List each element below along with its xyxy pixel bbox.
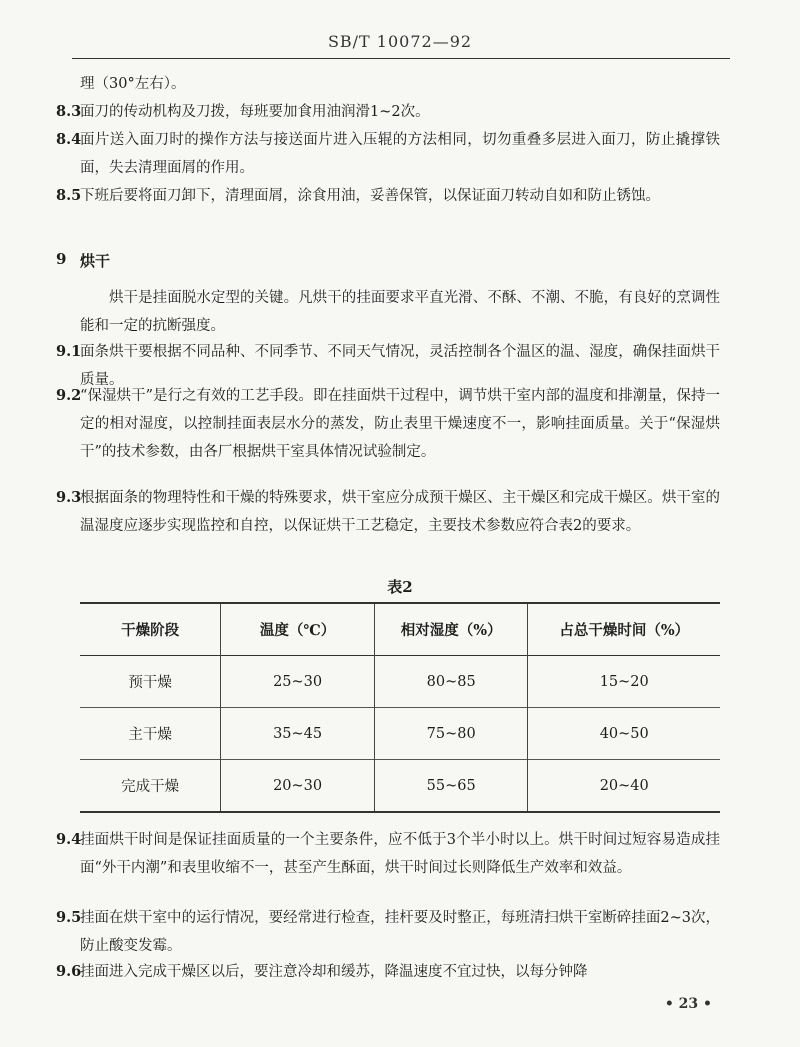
paragraph-text: 面条烘干要根据不同品种、不同季节、不同天气情况，灵活控制各个温区的温、湿度，确保挂面烘干质量。 bbox=[80, 344, 720, 388]
clause-number: 8.3 bbox=[56, 103, 82, 120]
table-header-row bbox=[80, 603, 720, 656]
paragraph-8-3 bbox=[56, 98, 720, 126]
column-header: 相对湿度（%） bbox=[374, 603, 528, 656]
paragraph-9-2 bbox=[56, 382, 720, 466]
paragraph-text: “保湿烘干”是行之有效的工艺手段。即在挂面烘干过程中，调节烘干室内部的温度和排潮量，保持一定的相对湿度，以控制挂面表层水分的蒸发，防止表里干燥速度不一，影响挂面质量。关于“保湿烘干”的技术参数，由各厂根据烘干室具体情况试验制定。 bbox=[80, 388, 720, 460]
table-cell: 主干燥 bbox=[128, 727, 172, 743]
table-cell: 40~50 bbox=[528, 708, 720, 760]
paragraph-9-4 bbox=[56, 826, 720, 882]
document-number-header: SB/T 10072—92 bbox=[327, 32, 473, 51]
table-row bbox=[80, 760, 720, 813]
clause-number: 8.4 bbox=[56, 131, 82, 148]
paragraph-9-5 bbox=[56, 904, 720, 960]
paragraph-continuation bbox=[80, 70, 720, 98]
clause-number: 9.2 bbox=[56, 387, 82, 404]
table-cell: 20~30 bbox=[221, 760, 375, 813]
table-row bbox=[80, 656, 720, 708]
table-row bbox=[80, 708, 720, 760]
paragraph-text: 面刀的传动机构及刀拨，每班要加食用油润滑1~2次。 bbox=[80, 104, 430, 120]
section-number: 9 bbox=[56, 250, 67, 268]
table-cell: 80~85 bbox=[374, 656, 528, 708]
section-title: 烘干 bbox=[80, 252, 111, 270]
column-header: 温度（℃） bbox=[221, 603, 375, 656]
clause-number: 9.5 bbox=[56, 909, 82, 926]
clause-number: 8.5 bbox=[56, 187, 82, 204]
paragraph-text: 烘干是挂面脱水定型的关键。凡烘干的挂面要求平直光滑、不酥、不潮、不脆，有良好的烹调性能和一定的抗断强度。 bbox=[80, 290, 720, 334]
table-cell: 预干燥 bbox=[128, 675, 172, 691]
column-header: 干燥阶段 bbox=[121, 622, 180, 639]
section-intro bbox=[80, 284, 720, 340]
paragraph-text: 理（30°左右）。 bbox=[80, 76, 186, 92]
paragraph-text: 面片送入面刀时的操作方法与接送面片进入压辊的方法相同，切勿重叠多层进入面刀，防止撬撑铁面，失去清理面屑的作用。 bbox=[80, 132, 720, 176]
table-caption: 表2 bbox=[387, 578, 413, 596]
paragraph-text: 根据面条的物理特性和干燥的特殊要求，烘干室应分成预干燥区、主干燥区和完成干燥区。烘干室的温湿度应逐步实现监控和自控，以保证烘干工艺稳定，主要技术参数应符合表2的要求。 bbox=[80, 490, 720, 534]
column-header: 占总干燥时间（%） bbox=[528, 603, 720, 656]
paragraph-8-4 bbox=[56, 126, 720, 182]
header-rule bbox=[72, 58, 730, 59]
section-heading bbox=[56, 250, 111, 271]
table-cell: 35~45 bbox=[221, 708, 375, 760]
table-cell: 完成干燥 bbox=[121, 779, 180, 795]
table-cell: 75~80 bbox=[374, 708, 528, 760]
paragraph-8-5 bbox=[56, 182, 720, 210]
drying-parameters-table bbox=[80, 602, 720, 813]
paragraph-9-6 bbox=[56, 958, 720, 986]
table-cell: 20~40 bbox=[528, 760, 720, 813]
paragraph-text: 挂面烘干时间是保证挂面质量的一个主要条件，应不低于3个半小时以上。烘干时间过短容易造成挂面“外干内潮”和表里收缩不一，甚至产生酥面，烘干时间过长则降低生产效率和效益。 bbox=[80, 832, 720, 876]
page-number: • 23 • bbox=[664, 996, 712, 1012]
table-cell: 15~20 bbox=[528, 656, 720, 708]
paragraph-text: 挂面进入完成干燥区以后，要注意冷却和缓苏，降温速度不宜过快，以每分钟降 bbox=[80, 964, 588, 980]
paragraph-text: 下班后要将面刀卸下，清理面屑，涂食用油，妥善保管，以保证面刀转动自如和防止锈蚀。 bbox=[80, 188, 660, 204]
clause-number: 9.3 bbox=[56, 489, 82, 506]
paragraph-text: 挂面在烘干室中的运行情况，要经常进行检查，挂杆要及时整正，每班清扫烘干室断碎挂面2~3次，防止酸变发霉。 bbox=[80, 910, 720, 954]
table-cell: 25~30 bbox=[221, 656, 375, 708]
clause-number: 9.1 bbox=[56, 343, 82, 360]
clause-number: 9.6 bbox=[56, 963, 82, 980]
clause-number: 9.4 bbox=[56, 831, 82, 848]
paragraph-9-3 bbox=[56, 484, 720, 540]
table-cell: 55~65 bbox=[374, 760, 528, 813]
